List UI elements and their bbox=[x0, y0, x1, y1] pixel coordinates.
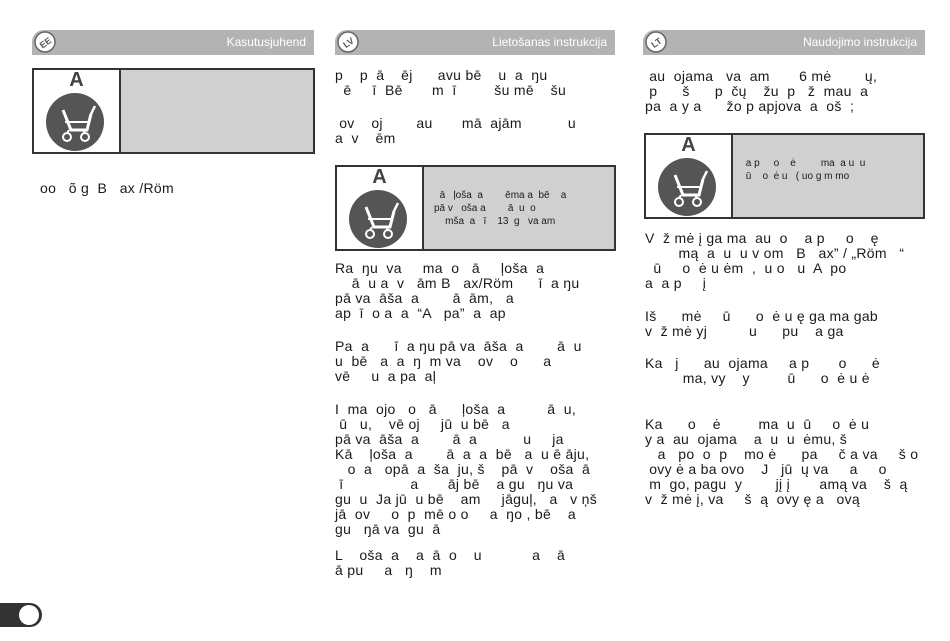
paragraph: Pa a ī a ŋu pā va āša a ā u u bē a a ŋ m va ov o a vē u a pa aļ bbox=[335, 338, 582, 384]
paragraph: V ž mė į ga ma au o a p o ę mą a u u v om B ax” / „Röm “ ū o ė u ėm , u o u A po a a p į bbox=[645, 230, 905, 291]
header-lv bbox=[335, 30, 615, 55]
page-tab bbox=[0, 603, 42, 627]
icon-cell bbox=[34, 70, 121, 152]
badge-label: LT bbox=[649, 35, 664, 50]
box-text-area bbox=[424, 167, 614, 249]
paragraph: Ka j au ojama a p o ė ma, vy y ū o ė u ė bbox=[645, 355, 880, 386]
paragraph: au ojama va am 6 mė ų, p š p čų žu p ž mau a pa a y a žo p apjova a oš ; bbox=[645, 68, 878, 114]
header-title: Naudojimo instrukcija bbox=[802, 35, 917, 49]
paragraph: Ra ŋu va ma o ā ļoša a ā u a v ām B ax/Röm ī a ŋu pā va āša a ā ām, a ap ī o a a “A pa” a ap bbox=[335, 260, 580, 321]
warning-box bbox=[335, 165, 616, 251]
paragraph: oo õ g B ax /Röm bbox=[40, 180, 174, 196]
badge-label: LV bbox=[341, 35, 356, 51]
box-text-area bbox=[121, 70, 313, 152]
paragraph: p p ā ēj avu bē u a ŋu ē ī Bē m ī šu mē šu bbox=[335, 67, 567, 98]
paragraph: ov oj au mā ajām u a v ēm bbox=[335, 115, 577, 146]
warning-box bbox=[644, 133, 925, 219]
box-text: a p o ė ma a u u ū o ė u ( uo g m mo bbox=[745, 158, 866, 182]
paragraph: I ma ojo o ā ļoša a ā u, ū u, vē oj jū u bē a pā va āša a ā a u ja Kā ļoša a ā a a bē a u ē āju, o a opā a ša ju, š pā v oša ā ī a āj bē a gu ŋu va gu u Ja jū u bē am jāguļ, a v ņš jā ov o p mē o o a ŋo , bē a gu ŋā va gu ā bbox=[335, 401, 598, 537]
stroller-icon bbox=[45, 92, 105, 152]
stroller-icon bbox=[657, 157, 717, 217]
stroller-icon bbox=[348, 189, 408, 249]
language-badge-icon bbox=[645, 31, 667, 53]
icon-cell bbox=[646, 135, 733, 217]
paragraph: L oša a a ā o u a ā ā pu a ŋ m bbox=[335, 547, 566, 578]
paragraph: Ka o ė ma u ū o ė u y a au ojama a u u ėmu, š a po o p mo ė pa č a va š o ovy ė a ba ovo J jū ų va a o m go, pagu y jį į amą va š ą v ž mė į, va š ą ovy ę a ovą bbox=[645, 416, 919, 507]
header-ee bbox=[32, 30, 314, 55]
box-text-area bbox=[733, 135, 923, 217]
warning-box bbox=[32, 68, 315, 154]
box-text bbox=[121, 70, 313, 92]
box-letter: A bbox=[372, 166, 387, 188]
page-tab-dot bbox=[19, 605, 39, 625]
header-title: Lietošanas instrukcija bbox=[492, 35, 607, 49]
header-lt bbox=[643, 30, 925, 55]
language-badge-icon bbox=[337, 31, 359, 53]
box-letter: A bbox=[69, 69, 84, 91]
language-badge-icon bbox=[34, 31, 56, 53]
icon-cell bbox=[337, 167, 424, 249]
box-text: ā ļoša a ēma a bē a pā v oša a ā u o mša a ī 13 g va am bbox=[434, 190, 567, 227]
badge-label: EE bbox=[37, 35, 54, 51]
box-letter: A bbox=[681, 134, 696, 156]
paragraph: Iš mė ū o ė u ę ga ma gab v ž mė yj u pu a ga bbox=[645, 308, 878, 339]
header-title: Kasutusjuhend bbox=[226, 35, 306, 49]
